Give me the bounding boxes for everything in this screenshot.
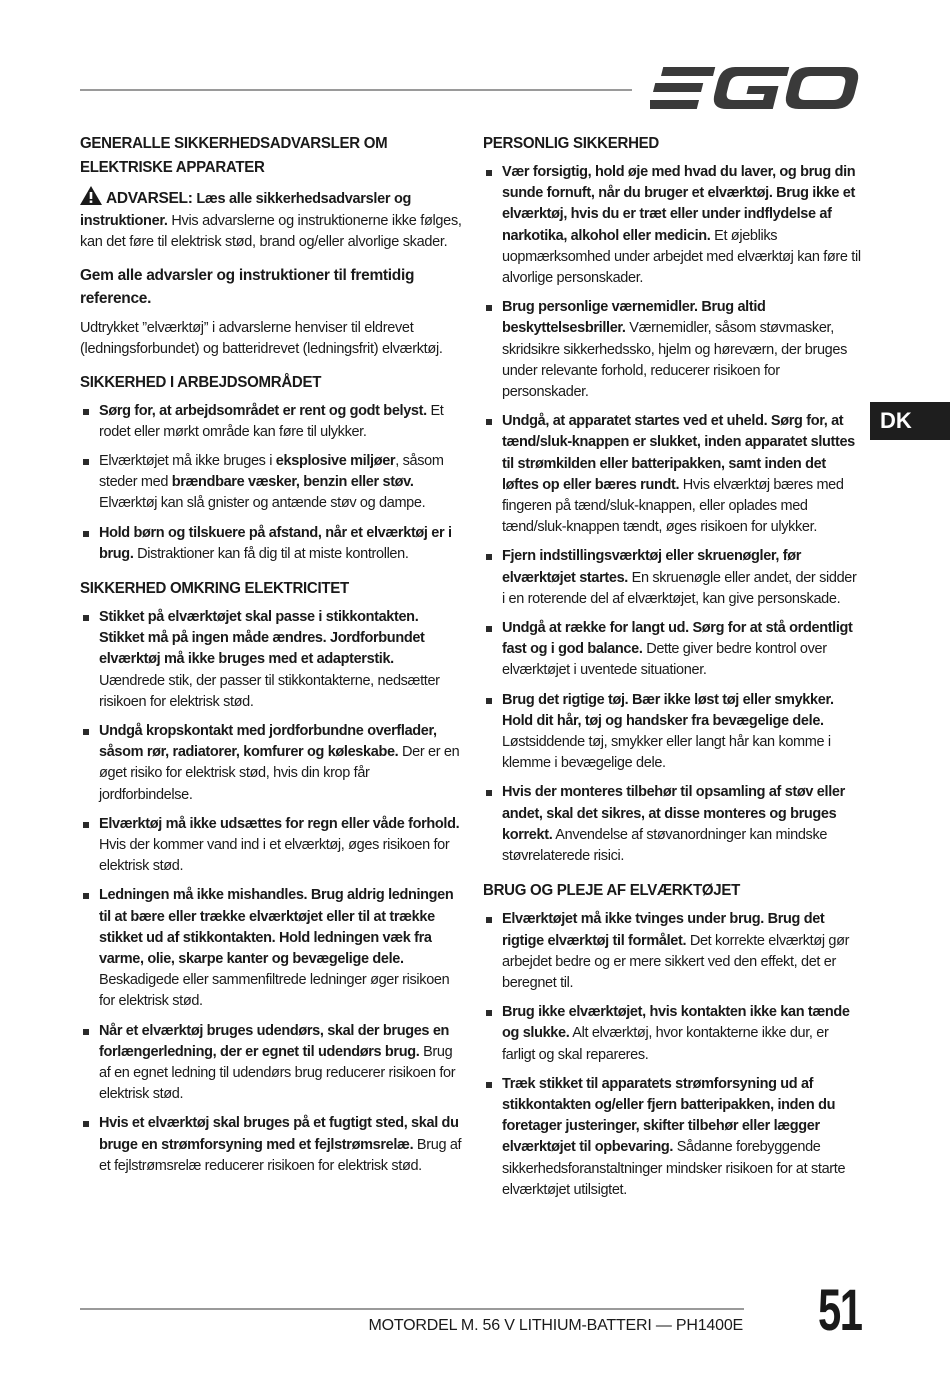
item-text: Dette giver bedre kontrol over elværktøjet i uventede situationer. [502,641,827,679]
list-item [483,162,861,289]
item-text: Der er en øget risiko for elektrisk stød, hvis din krop får jordforbindelse. [99,744,460,803]
item-text: Distraktioner kan få dig til at miste kontrollen. [133,545,409,562]
bullet-icon [486,790,492,796]
list-item [80,721,462,806]
item-text: Hvis der kommer vand ind i et elværktøj, øges risikoen for elektrisk stød. [99,836,450,875]
item-text: Uændrede stik, der passer til stikkontakterne, nedsætter risikoen for elektrisk stød. [99,672,440,710]
electric-safety-list [80,607,462,1177]
bullet-icon [83,893,89,899]
bullet-icon [486,1010,492,1016]
item-text: Elværktøjet må ikke bruges i [99,452,276,469]
bullet-icon [83,729,89,735]
general-warnings-heading: GENERALLE SIKKERHEDSADVARSLER OM ELEKTRISKE APPARATER [80,135,388,176]
item-text: Det korrekte elværktøj gør arbejdet bedre og er mere sikkert ved den effekt, det er beregnet til. [502,932,850,991]
item-bold: Undgå at række for langt ud. Sørg for at stå ordentligt fast og i god balance. [502,620,853,658]
item-text: Hvis elværktøj bæres med fingeren på tænd/sluk-knappen, eller oplades med tænd/sluk-knappen tændt, øges risikoen for ulykker. [502,476,844,536]
item-bold: Brug det rigtige tøj. Bær ikke løst tøj eller smykker. Hold dit hår, tøj og handsker fra bevægelige dele. [502,691,834,729]
header-rule [80,89,632,91]
electric-safety-heading: SIKKERHED OMKRING ELEKTRICITET [80,579,349,597]
item-text: Et rodet eller mørkt område kan føre til ulykker. [99,402,444,440]
personal-safety-list [483,162,861,867]
list-item [483,297,861,403]
list-item [80,451,462,515]
item-bold: Når et elværktøj bruges udendørs, skal der bruges en forlængerledning, der er egnet til udendørs brug. [99,1022,450,1060]
left-column [80,132,462,1189]
item-text: En skruenøgle eller andet, der sidder i en roterende del af elværktøjet, kan give personskade. [502,569,857,607]
ego-logo [650,64,862,112]
tool-use-heading: BRUG OG PLEJE AF ELVÆRKTØJET [483,882,741,900]
warning-triangle-icon [80,186,102,205]
bullet-icon [486,419,492,425]
item-text: Brug af et fejlstrømsrelæ reducerer risikoen for elektrisk stød. [99,1136,462,1174]
list-item [80,1113,462,1177]
item-text: Et øjebliks uopmærksomhed under arbejdet med elværktøj kan føre til alvorlige personskader. [502,227,861,287]
bullet-icon [83,822,89,828]
item-bold: Brug personlige værnemidler. Brug altid beskyttelsesbriller. [502,299,766,337]
bullet-icon [83,1121,89,1127]
list-item [483,782,861,867]
list-item [483,1074,861,1201]
item-bold: Hvis der monteres tilbehør til opsamling af støv eller andet, skal det sikres, at disse monteres og bruges korrekt. [502,784,845,843]
item-text: Alt elværktøj, hvor kontakterne ikke dur, er farligt og skal repareres. [502,1025,829,1063]
item-text: Sådanne forebyggende sikkerhedsforanstaltninger mindsker risikoen for at starte elværktøjet utilsigtet. [502,1139,846,1198]
work-area-heading: SIKKERHED I ARBEJDSOMRÅDET [80,373,322,391]
list-item [80,814,462,878]
bullet-icon [486,698,492,704]
item-bold: Fjern indstillingsværktøj eller skruenøgler, før elværktøjet startes. [502,548,802,586]
item-bold: Undgå, at apparatet startes ved et uheld. Sørg for, at tænd/sluk-knappen er slukket, inden apparatet sluttes til strømkilden eller batteripakken, samt inden det løftes op eller bæres rundt. [502,413,855,493]
list-item [483,690,861,775]
footer-title: MOTORDEL M. 56 V LITHIUM-BATTERI — PH1400E [368,1317,743,1334]
list-item [483,411,861,538]
bullet-icon [486,1082,492,1088]
warning-label: ADVARSEL: [106,190,193,207]
tool-use-list [483,909,861,1201]
warning-text: Hvis advarslerne og instruktionerne ikke følges, kan det føre til elektrisk stød, brand og/eller alvorlige skader. [80,212,462,250]
list-item [483,1002,861,1066]
bullet-icon [83,531,89,537]
bullet-icon [486,917,492,923]
item-bold: Elværktøjet må ikke tvinges under brug. Brug det rigtige elværktøj til formålet. [502,911,825,949]
bullet-icon [486,554,492,560]
item-text: Værnemidler, såsom støvmasker, skridsikre sikkerhedssko, hjelm og høreværn, der bruges under relevante forhold, reducerer risikoen for personskader. [502,320,847,401]
page-number: 51 [818,1278,862,1343]
list-item [80,1021,462,1106]
item-bold: Stikket på elværktøjet skal passe i stikkontakten. Stikket må på ingen måde ændres. Jordforbundet elværktøj må ikke bruges med et adapterstik. [99,608,425,668]
bullet-icon [486,626,492,632]
item-text: Anvendelse af støvanordninger kan mindske støvrelaterede risici. [502,826,828,865]
right-column [483,132,861,1213]
item-text: Elværktøj kan slå gnister og antænde støv og dampe. [99,495,426,512]
item-bold: Ledningen må ikke mishandles. Brug aldrig ledningen til at bære eller trække elværktøjet eller til at trække stikket ud af stikkontakten. Hold ledningen væk fra varme, olie, skarpe kanter og bevægelige dele. [99,887,454,967]
list-item [80,885,462,1012]
item-bold: Elværktøj må ikke udsættes for regn eller våde forhold. [99,815,460,832]
warning-paragraph [80,186,462,254]
item-text: Løstsiddende tøj, smykker eller langt hår kan komme i klemme i bevægelige dele. [502,734,831,772]
item-bold: eksplosive miljøer [275,452,396,469]
list-item [80,607,462,713]
bullet-icon [83,1029,89,1035]
list-item [80,401,462,443]
bullet-icon [486,170,492,176]
definition-paragraph: Udtrykket ”elværktøj” i advarslerne henviser til eldrevet (ledningsforbundet) og batteridrevet (ledningsfrit) elværktøj. [80,319,443,357]
bullet-icon [486,305,492,311]
item-bold: Brug ikke elværktøjet, hvis kontakten ikke kan tænde og slukke. [502,1004,850,1042]
list-item [483,909,861,994]
item-bold: Sørg for, at arbejdsområdet er rent og godt belyst. [99,402,427,419]
bullet-icon [83,615,89,621]
item-text: Brug af en egnet ledning til udendørs brug reducerer risikoen for elektrisk stød. [99,1043,456,1103]
work-area-list [80,401,462,565]
item-text: , såsom steder med [99,452,444,491]
list-item [483,618,861,682]
list-item [483,546,861,610]
item-bold: brændbare væsker, benzin eller støv. [171,474,414,491]
footer-rule [80,1308,744,1310]
item-bold: Undgå kropskontakt med jordforbundne overflader, såsom rør, radiatorer, komfurer og køleskabe. [99,722,437,761]
warning-bold: Læs alle sikkerhedsadvarsler og instruktioner. [80,191,412,229]
item-text: Beskadigede eller sammenfiltrede ledninger øger risikoen for elektrisk stød. [99,972,450,1010]
list-item [80,523,462,565]
item-bold: Hold børn og tilskuere på afstand, når et elværktøj er i brug. [99,524,452,562]
keep-instructions-heading: Gem alle advarsler og instruktioner til fremtidig reference. [80,266,415,307]
item-bold: Træk stikket til apparatets strømforsyning ud af stikkontakten og/eller fjern batteripakken, inden du foretager justeringer, skifter tilbehør eller lægger elværktøjet til opbevaring. [502,1075,836,1156]
bullet-icon [83,409,89,415]
bullet-icon [83,459,89,465]
personal-safety-heading: PERSONLIG SIKKERHED [483,135,659,152]
language-tab: DK [870,402,950,440]
item-bold: Hvis et elværktøj skal bruges på et fugtigt sted, skal du bruge en strømforsyning med et fejlstrømsrelæ. [99,1115,459,1153]
item-bold: Vær forsigtig, hold øje med hvad du laver, og brug din sunde fornuft, når du bruger et elværktøj. Brug ikke et elværktøj, hvis du er træt eller under indflydelse af narkotika, alkohol eller medicin. [502,164,856,244]
